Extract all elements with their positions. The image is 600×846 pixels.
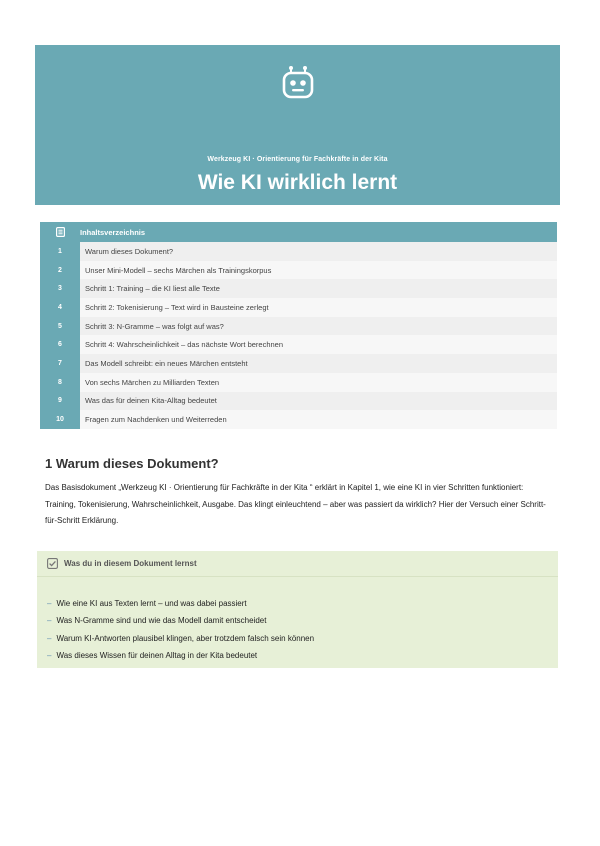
page-title: Wie KI wirklich lernt	[197, 171, 398, 194]
toc-item[interactable]	[40, 298, 557, 317]
toc-item[interactable]	[40, 392, 557, 411]
section-body-text: Das Basisdokument „Werkzeug KI · Orientierung für Fachkräfte in der Kita “ erklärt in Kapitel 1, wie eine KI in vier Schritten funktioniert: Training, Tokenisierung, Wahrscheinlichkeit, Ausgabe. Das klingt einleuchtend – aber was passiert da wirklich? Hier der Versuch einer Schritt-für-Schritt Erklärung.	[45, 483, 546, 525]
toc-item[interactable]	[40, 335, 557, 354]
table-of-contents	[40, 222, 557, 429]
toc-item-number: 8	[40, 373, 80, 392]
list-item	[47, 630, 314, 647]
toc-item-label: Fragen zum Nachdenken und Weiterreden	[80, 410, 557, 429]
toc-item-label: Schritt 2: Tokenisierung – Text wird in Bausteine zerlegt	[80, 298, 557, 317]
list-item	[47, 612, 314, 629]
toc-item-label: Das Modell schreibt: ein neues Märchen entsteht	[80, 354, 557, 373]
toc-item-number: 10	[40, 410, 80, 429]
toc-item-label: Schritt 1: Training – die KI liest alle Texte	[80, 279, 557, 298]
toc-heading: Inhaltsverzeichnis	[80, 227, 146, 237]
toc-item[interactable]	[40, 410, 557, 429]
toc-item-label: Von sechs Märchen zu Milliarden Texten	[80, 373, 557, 392]
toc-item[interactable]	[40, 317, 557, 336]
learning-goals-list	[47, 595, 314, 664]
toc-item[interactable]	[40, 261, 557, 280]
section-heading: 1 Warum dieses Dokument?	[45, 456, 219, 471]
robot-icon	[280, 65, 316, 99]
toc-item-label: Unser Mini-Modell – sechs Märchen als Trainingskorpus	[80, 261, 557, 280]
toc-item-label: Schritt 3: N-Gramme – was folgt auf was?	[80, 317, 557, 336]
bullet-dash: –	[47, 633, 52, 643]
list-item-text: Warum KI-Antworten plausibel klingen, aber trotzdem falsch sein können	[56, 633, 315, 643]
toc-item[interactable]	[40, 279, 557, 298]
list-item-text: Was dieses Wissen für deinen Alltag in der Kita bedeutet	[56, 650, 258, 660]
toc-item-label: Was das für deinen Kita-Alltag bedeutet	[80, 392, 557, 411]
list-item	[47, 595, 314, 612]
toc-item-number: 4	[40, 298, 80, 317]
list-item-text: Was N-Gramme sind und wie das Modell damit entscheidet	[56, 616, 267, 626]
learning-goals-box	[37, 551, 558, 668]
toc-item-number: 3	[40, 279, 80, 298]
toc-item[interactable]	[40, 354, 557, 373]
toc-item-number: 7	[40, 354, 80, 373]
toc-item[interactable]	[40, 373, 557, 392]
document-icon	[40, 227, 80, 237]
toc-item[interactable]	[40, 242, 557, 261]
learning-goals-header	[37, 551, 558, 577]
checkbox-icon	[47, 558, 58, 569]
toc-item-number: 9	[40, 392, 80, 411]
page-subtitle: Das Märchen-Modell	[242, 206, 353, 220]
toc-item-number: 6	[40, 335, 80, 354]
list-item	[47, 647, 314, 664]
toc-item-number: 2	[40, 261, 80, 280]
toc-item-number: 1	[40, 242, 80, 261]
bullet-dash: –	[47, 616, 52, 626]
bullet-dash: –	[47, 599, 52, 608]
toc-item-number: 5	[40, 317, 80, 336]
toc-item-label: Warum dieses Dokument?	[80, 242, 557, 261]
toc-item-label: Schritt 4: Wahrscheinlichkeit – das nächste Wort berechnen	[80, 335, 557, 354]
list-item-text: Wie eine KI aus Texten lernt – und was dabei passiert	[56, 599, 247, 608]
title-banner	[35, 45, 560, 220]
learning-goals-heading: Was du in diesem Dokument lernst	[64, 559, 197, 568]
document-kicker: Werkzeug KI · Orientierung für Fachkräfte in der Kita	[207, 156, 388, 163]
toc-list	[40, 242, 557, 429]
bullet-dash: –	[47, 650, 52, 660]
toc-header	[40, 222, 557, 242]
